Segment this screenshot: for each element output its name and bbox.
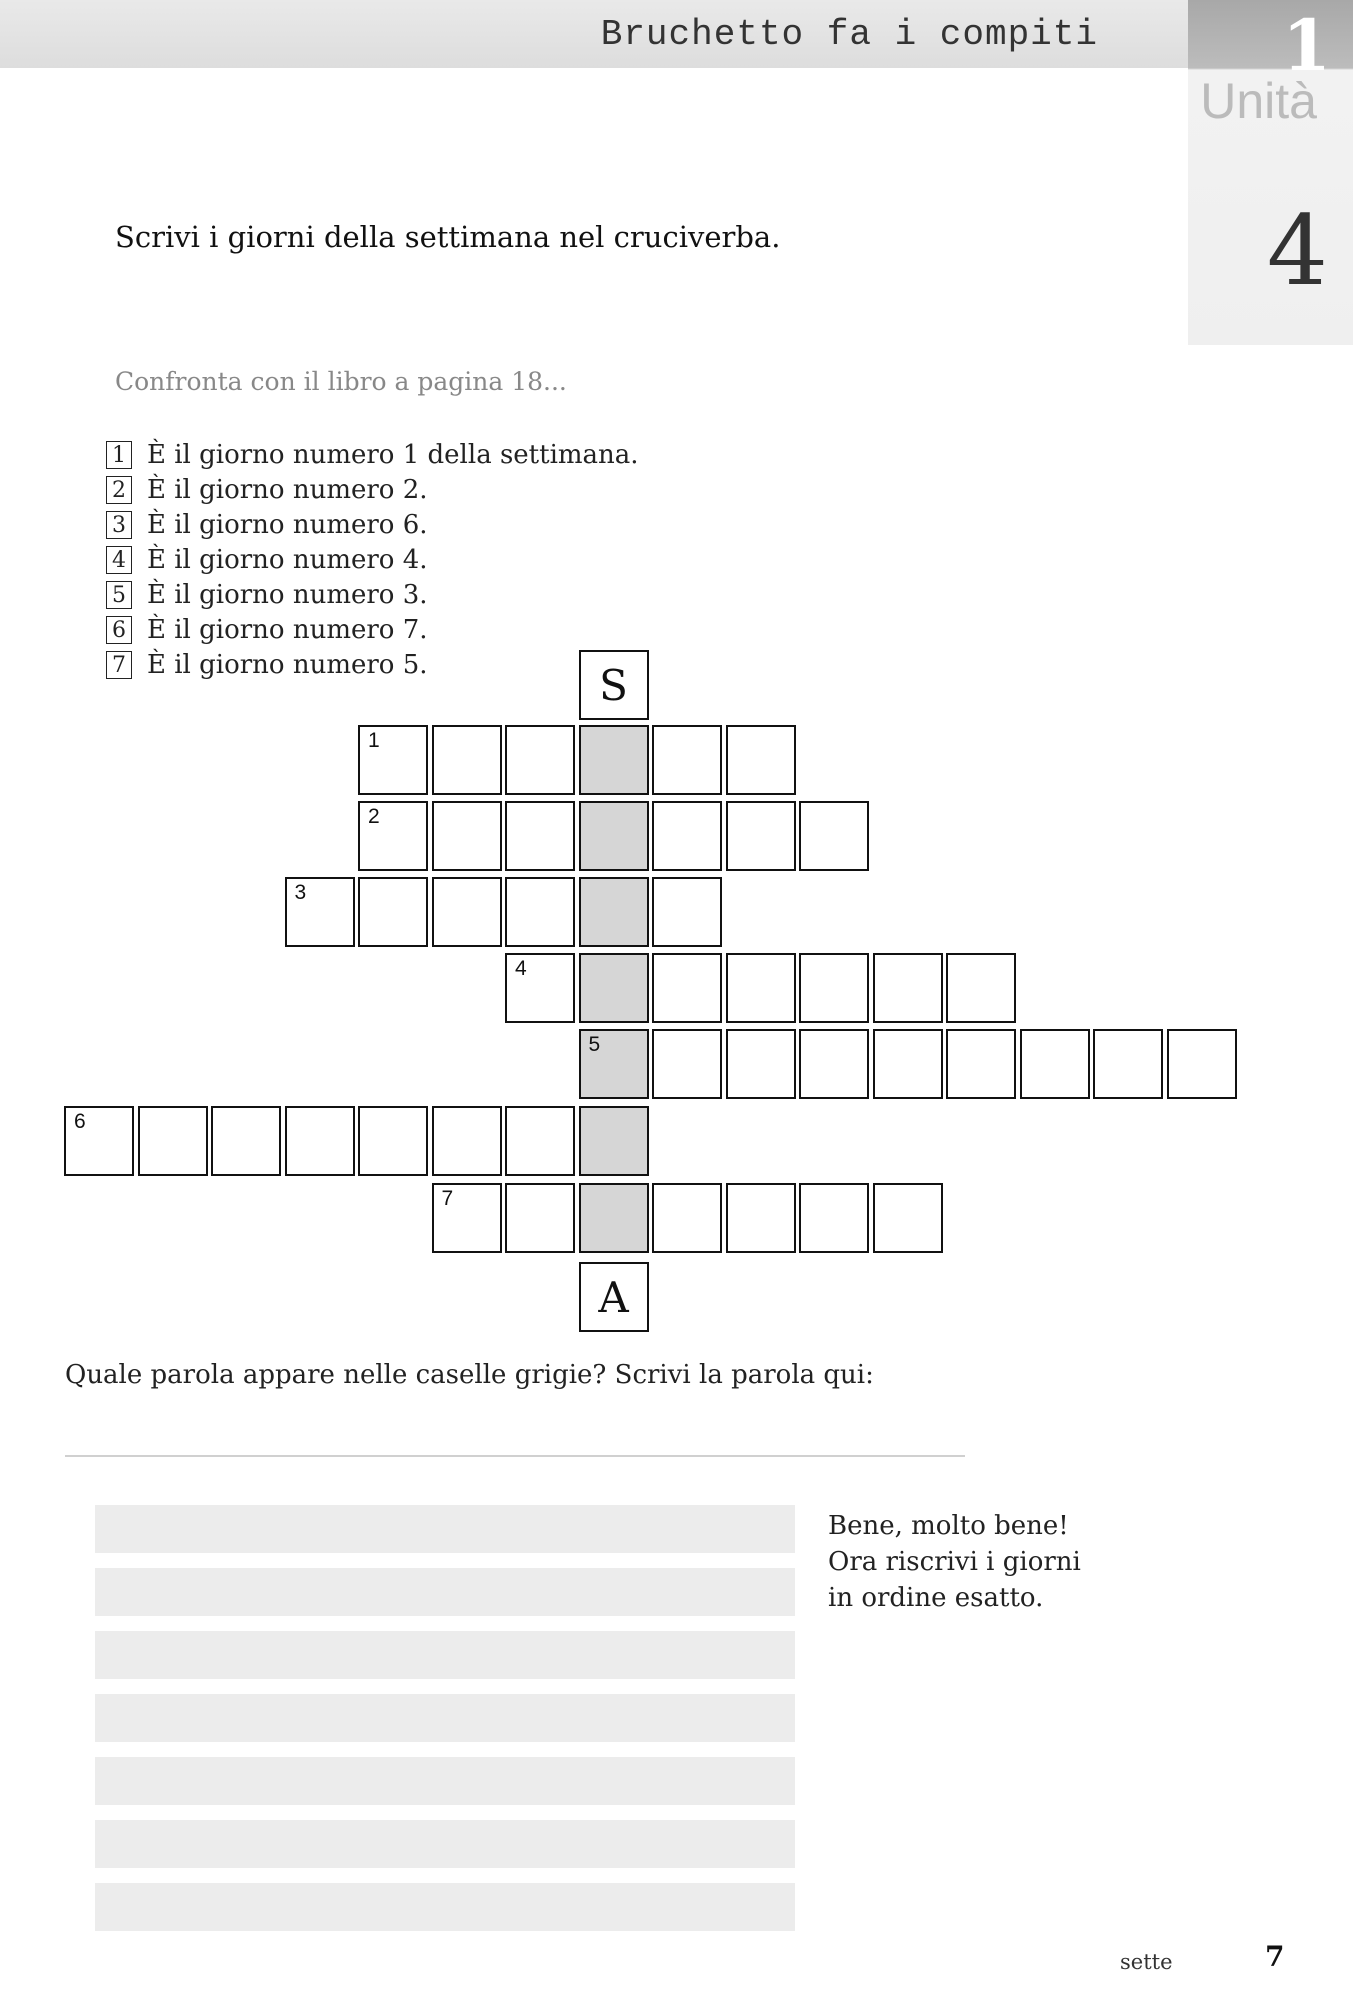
crossword-cell[interactable] (652, 953, 722, 1023)
crossword-cell[interactable] (358, 801, 428, 871)
clue-number: 6 (106, 616, 132, 644)
crossword-cell-grey[interactable] (579, 953, 649, 1023)
crossword-clue-number: 7 (441, 1187, 454, 1210)
clue-text: È il giorno numero 4. (147, 544, 428, 575)
crossword-cell-grey[interactable] (579, 1183, 649, 1253)
crossword-cell[interactable] (358, 725, 428, 795)
crossword-cell[interactable] (285, 877, 355, 947)
clue-item (106, 507, 639, 542)
crossword-clue-number: 4 (515, 957, 527, 980)
crossword-cell[interactable] (652, 1029, 722, 1099)
writing-line[interactable] (95, 1631, 795, 1679)
clue-number: 3 (106, 511, 132, 539)
crossword-cell[interactable] (652, 725, 722, 795)
note-line: in ordine esatto. (828, 1583, 1044, 1613)
clue-list (106, 437, 639, 682)
clue-number: 7 (106, 651, 132, 679)
crossword-cell[interactable] (799, 1183, 869, 1253)
unit-label: Unità (1200, 73, 1317, 129)
footer-page-number: 7 (1265, 1940, 1285, 1973)
crossword-cell[interactable] (505, 877, 575, 947)
exercise-number: 4 (1266, 195, 1328, 307)
crossword-cell[interactable] (64, 1106, 134, 1176)
crossword-cell[interactable] (432, 725, 502, 795)
crossword-clue-number: 6 (74, 1110, 86, 1133)
crossword-cell[interactable] (285, 1106, 355, 1176)
unit-tab (1188, 0, 1353, 345)
answer-line[interactable] (65, 1455, 965, 1457)
clue-number: 5 (106, 581, 132, 609)
crossword-cell[interactable] (138, 1106, 208, 1176)
clue-number: 1 (106, 441, 132, 469)
writing-lines (95, 1505, 795, 1946)
writing-line[interactable] (95, 1757, 795, 1805)
crossword-top-letter-cell[interactable] (579, 650, 649, 720)
crossword-cell[interactable] (873, 1183, 943, 1253)
clue-number: 4 (106, 546, 132, 574)
crossword-cell[interactable] (505, 801, 575, 871)
clue-text: È il giorno numero 7. (147, 614, 428, 645)
unit-number: 1 (1282, 4, 1331, 87)
crossword-cell[interactable] (726, 1029, 796, 1099)
crossword-bottom-letter-cell[interactable] (579, 1262, 649, 1332)
crossword-cell[interactable] (873, 953, 943, 1023)
header-bar (0, 0, 1353, 68)
crossword-cell[interactable] (358, 877, 428, 947)
clue-number: 2 (106, 476, 132, 504)
crossword-cell[interactable] (946, 953, 1016, 1023)
crossword-cell[interactable] (505, 1183, 575, 1253)
writing-line[interactable] (95, 1694, 795, 1742)
clue-item (106, 472, 639, 507)
crossword-cell[interactable] (358, 1106, 428, 1176)
exercise-subtitle: Confronta con il libro a pagina 18... (115, 367, 567, 396)
clue-text: È il giorno numero 3. (147, 579, 428, 610)
note-line: Ora riscrivi i giorni (828, 1547, 1081, 1577)
question-text: Quale parola appare nelle caselle grigie? Scrivi la parola qui: (65, 1360, 874, 1390)
crossword-cell[interactable] (505, 725, 575, 795)
crossword-clue-number: 3 (294, 881, 307, 904)
crossword-cell[interactable] (652, 1183, 722, 1253)
crossword-cell[interactable] (873, 1029, 943, 1099)
crossword-cell[interactable] (799, 953, 869, 1023)
note-line: Bene, molto bene! (828, 1511, 1069, 1541)
crossword-cell[interactable] (799, 801, 869, 871)
crossword-cell[interactable] (799, 1029, 869, 1099)
crossword-cell[interactable] (726, 1183, 796, 1253)
crossword-cell[interactable] (726, 953, 796, 1023)
crossword-cell[interactable] (432, 801, 502, 871)
crossword-clue-number: 1 (368, 729, 380, 752)
crossword-cell[interactable] (432, 1183, 502, 1253)
crossword-cell[interactable] (946, 1029, 1016, 1099)
crossword-letter: A (598, 1272, 629, 1322)
crossword-letter: S (599, 660, 628, 710)
clue-item (106, 577, 639, 612)
clue-item (106, 542, 639, 577)
clue-text: È il giorno numero 6. (147, 509, 428, 540)
crossword-cell[interactable] (432, 1106, 502, 1176)
clue-item (106, 647, 639, 682)
clue-text: È il giorno numero 1 della settimana. (147, 439, 639, 470)
writing-line[interactable] (95, 1568, 795, 1616)
clue-item (106, 612, 639, 647)
crossword-clue-number: 5 (588, 1033, 601, 1056)
crossword-cell[interactable] (211, 1106, 281, 1176)
writing-line[interactable] (95, 1505, 795, 1553)
crossword-cell[interactable] (1093, 1029, 1163, 1099)
crossword-clue-number: 2 (368, 805, 380, 828)
crossword-cell-grey[interactable] (579, 801, 649, 871)
crossword-cell[interactable] (652, 877, 722, 947)
clue-item (106, 437, 639, 472)
note-text (828, 1508, 1081, 1616)
writing-line[interactable] (95, 1820, 795, 1868)
crossword-cell[interactable] (652, 801, 722, 871)
crossword-cell[interactable] (505, 953, 575, 1023)
crossword-cell-grey[interactable] (579, 725, 649, 795)
crossword-cell[interactable] (1167, 1029, 1237, 1099)
writing-line[interactable] (95, 1883, 795, 1931)
footer-page-word: sette (1120, 1950, 1173, 1974)
crossword-cell-grey[interactable] (579, 1029, 649, 1099)
crossword-cell[interactable] (726, 725, 796, 795)
exercise-instruction: Scrivi i giorni della settimana nel cruciverba. (115, 220, 781, 254)
crossword-cell-grey[interactable] (579, 1106, 649, 1176)
crossword-cell[interactable] (1020, 1029, 1090, 1099)
crossword-cell[interactable] (505, 1106, 575, 1176)
clue-text: È il giorno numero 2. (147, 474, 428, 505)
crossword-cell-grey[interactable] (579, 877, 649, 947)
page-title: Bruchetto fa i compiti (600, 14, 1098, 55)
crossword-cell[interactable] (726, 801, 796, 871)
crossword-cell[interactable] (432, 877, 502, 947)
clue-text: È il giorno numero 5. (147, 649, 428, 680)
